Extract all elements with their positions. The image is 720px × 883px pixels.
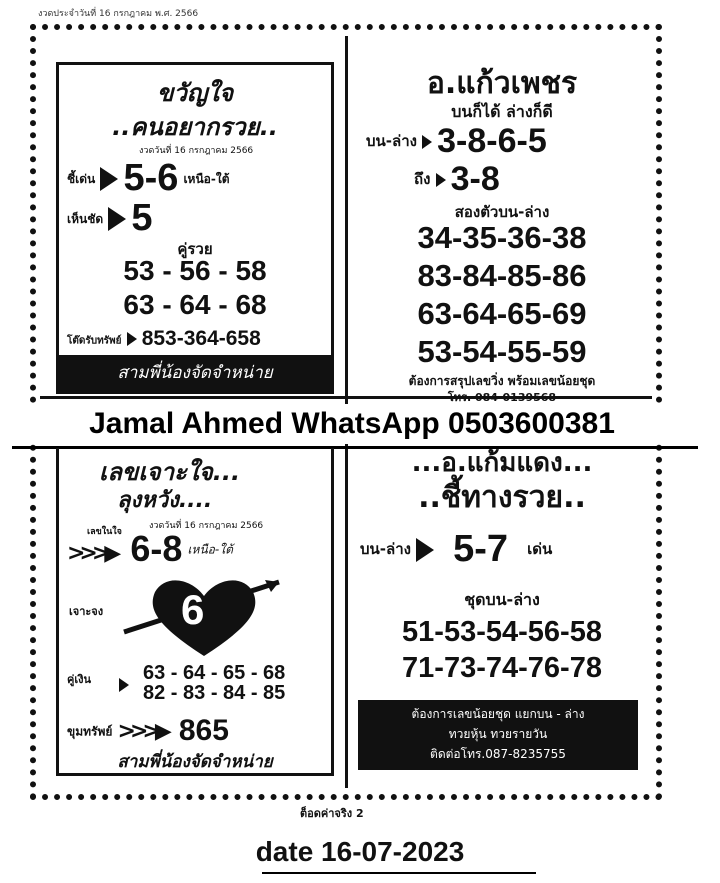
code-value: 853-364-658: [141, 327, 261, 350]
pairs-line-1: 53 - 56 - 58: [123, 255, 267, 286]
panel-d-section: ชุดบน-ล่าง: [464, 590, 540, 609]
panel-chithang: [352, 448, 652, 788]
arrow-icon: [127, 332, 137, 346]
watermark-text: Jamal Ahmed WhatsApp 0503600381: [12, 404, 692, 444]
panel-a-title: ขวัญใจ: [156, 79, 234, 107]
row2-value: 3-8: [450, 160, 500, 198]
panel-d-row1: [360, 528, 552, 571]
panel-b-line-2: 83-84-85-86: [417, 258, 587, 293]
row1-value: 5-6: [123, 157, 179, 199]
code-row: [67, 327, 261, 351]
panel-d-title: ...อ.แก้มแดง...: [411, 448, 593, 478]
row1-suffix: เด่น: [527, 540, 553, 558]
heart-label: เจาะจง: [69, 605, 104, 618]
row1-label: เลขในใจ: [87, 527, 122, 537]
code-label: โต๊ดรับทรัพย์: [67, 335, 122, 347]
panel-c-subtitle: ลุงหวัง....: [117, 488, 213, 513]
panel-b-phone: โทร. 084-0139568: [447, 391, 557, 404]
panel-b-line-3: 63-64-65-69: [417, 296, 587, 331]
row1-suffix: เหนือ-ใต้: [187, 542, 233, 557]
row2-label: ถึง: [414, 170, 431, 188]
pairs-line-1: 63 - 64 - 65 - 68: [143, 662, 286, 684]
panel-b-row1: [366, 122, 547, 161]
pair-label: คู่รวย: [177, 240, 213, 258]
panel-b-line-4: 53-54-55-59: [417, 334, 587, 369]
contact-line-2: ทวยหุ้น ทวยรายวัน: [448, 727, 548, 741]
panel-c-banner: สามพี่น้องจัดจำหน่าย: [117, 752, 273, 772]
pair-label: คู่เงิน: [67, 673, 92, 686]
treasure-label: ขุมทรัพย์: [67, 724, 113, 739]
row1-value: 6-8: [130, 528, 183, 569]
arrow-icon: [422, 135, 432, 149]
pairs-line-2: 82 - 83 - 84 - 85: [143, 682, 286, 704]
arrow-icon: [119, 678, 129, 692]
panel-d-line-1: 51-53-54-56-58: [402, 616, 602, 648]
top-note: งวดประจำวันที่ 16 กรกฎาคม พ.ศ. 2566: [38, 9, 199, 19]
panel-a-subtitle: ..คนอยากรวย..: [112, 113, 278, 141]
row2-value: 5: [131, 197, 153, 239]
panel-b-subtitle: บนก็ได้ ล่างก็ดี: [451, 102, 553, 121]
panel-khwanjai: [56, 62, 334, 394]
contact-box: [358, 700, 638, 770]
panel-a-banner: สามพี่น้องจัดจำหน่าย: [59, 355, 331, 391]
pairs-line-2: 63 - 64 - 68: [123, 289, 267, 320]
chevron-arrow-icon: >>>▶: [67, 540, 116, 566]
panel-d-subtitle: ..ชี้ทางรวย..: [418, 480, 586, 515]
arrow-icon: [100, 167, 118, 191]
panel-c-row1: [67, 528, 233, 570]
row2-label: เห็นชัด: [67, 212, 104, 226]
panel-b-footer: ต้องการสรุปเลขวิ่ง พร้อมเลขน้อยชุด: [408, 374, 596, 388]
row1-value: 3-8-6-5: [437, 122, 547, 160]
contact-line-3: ติดต่อโทร.087-8235755: [430, 747, 566, 761]
panel-c-title: เลขเจาะใจ...: [99, 458, 241, 486]
row1-value: 5-7: [453, 528, 509, 570]
heart-value: 6: [181, 586, 205, 633]
panel-c-date: งวดวันที่ 16 กรกฎาคม 2566: [149, 521, 264, 531]
panel-a-date: งวดวันที่ 16 กรกฎาคม 2566: [139, 146, 254, 156]
treasure-row: [67, 714, 229, 748]
panel-d-line-2: 71-73-74-76-78: [402, 652, 602, 684]
panel-b-line-1: 34-35-36-38: [417, 220, 587, 255]
arrow-icon: [436, 173, 446, 187]
treasure-value: 865: [178, 714, 229, 747]
panel-lungwang: [56, 448, 334, 776]
panel-b-section: สองตัวบน-ล่าง: [454, 203, 550, 221]
date-caption: date 16-07-2023: [255, 836, 465, 867]
panel-a-row1: [67, 157, 230, 200]
arrow-icon: [416, 538, 434, 562]
row1-label: ชี้เด่น: [67, 172, 96, 186]
chevron-arrow-icon: >>>▶: [117, 718, 166, 744]
arrow-icon: [108, 207, 126, 231]
contact-line-1: ต้องการเลขน้อยชุด แยกบน - ล่าง: [411, 707, 585, 721]
date-underline: [262, 872, 536, 874]
middle-divider: [40, 396, 652, 399]
row1-label: บน-ล่าง: [366, 132, 417, 150]
panel-b-title: อ.แก้วเพชร: [426, 66, 578, 101]
panel-a-row2: [67, 197, 152, 240]
panel-kaewphet: [356, 60, 648, 404]
row1-label: บน-ล่าง: [360, 540, 411, 558]
panel-b-row2: [414, 160, 500, 199]
footer-page-label: ต็อดค่าจริง 2: [300, 807, 364, 820]
row1-suffix: เหนือ-ใต้: [183, 172, 230, 186]
